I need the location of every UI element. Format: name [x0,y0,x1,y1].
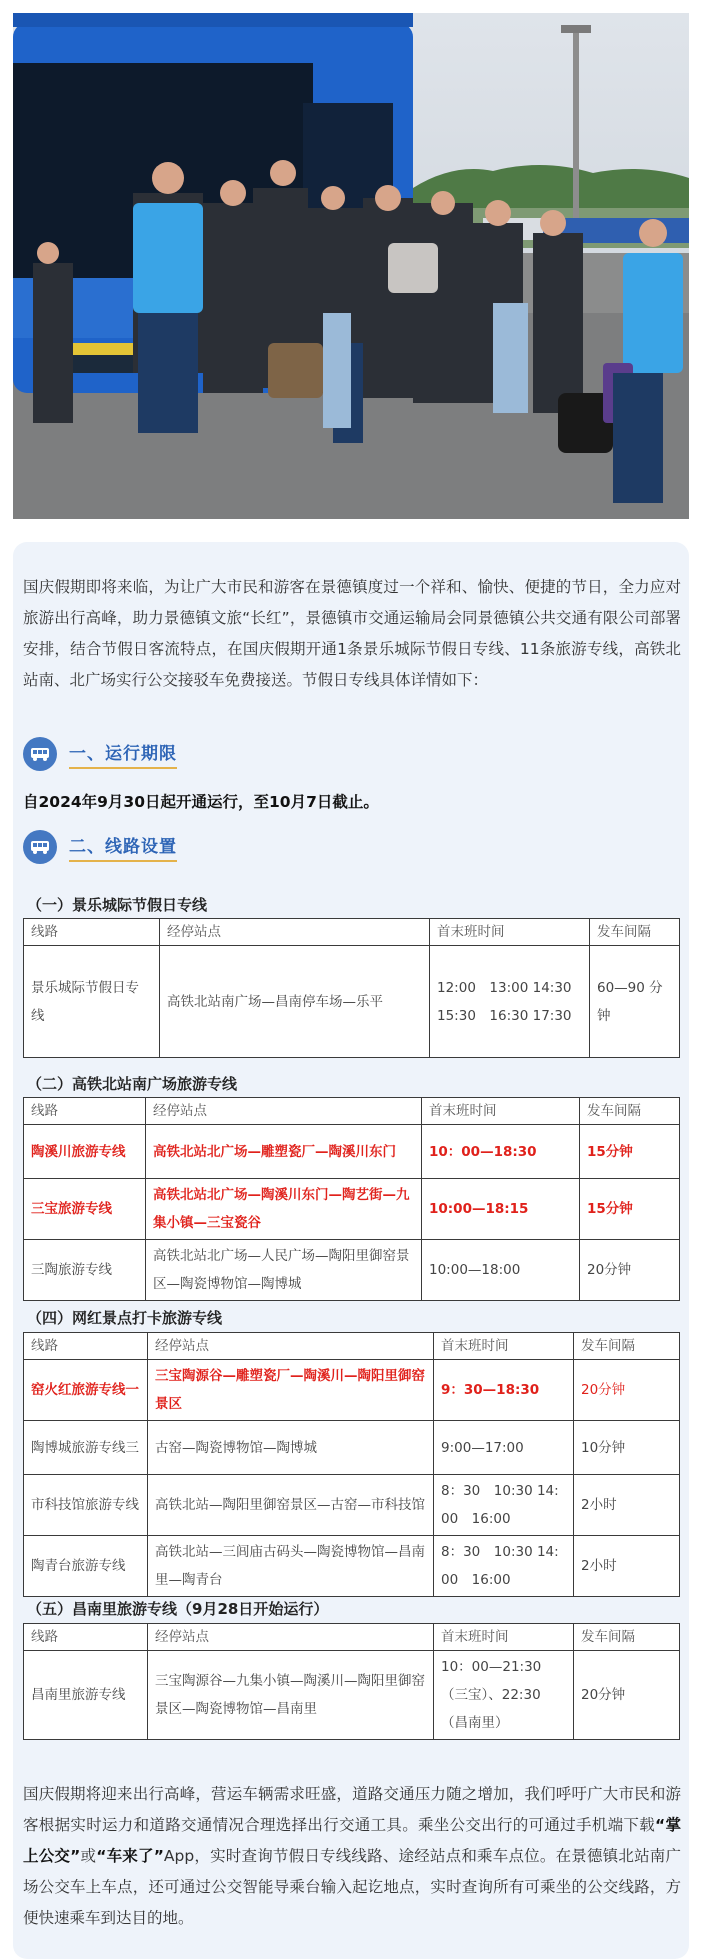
route-time: 9：30—18:30 [434,1360,574,1421]
section2-heading [23,828,177,866]
route-stops: 三宝陶源谷—雕塑瓷厂—陶溪川—陶阳里御窑景区 [148,1360,434,1421]
closing-text-3: App，实时查询节假日专线线路、途经站点和乘车点位。在景德镇北站南广场公交车上车点，还可通过公交智能导乘台输入起讫地点，实时查询所有可乘坐的公交线路，方便快速乘车到达目的地。 [23,1847,681,1927]
route-time: 10:00—18:15 [422,1179,580,1240]
route-time: 8：30 10:30 14:00 16:00 [434,1475,574,1536]
closing-text-2: 或 [80,1847,97,1865]
header-stops: 经停站点 [148,1333,434,1360]
route-interval: 10分钟 [574,1421,680,1475]
table3-title: （四）网红景点打卡旅游专线 [27,1309,223,1327]
header-time: 首末班时间 [430,919,590,946]
header-time: 首末班时间 [422,1098,580,1125]
route-table-1 [23,918,680,1058]
table-row [24,1360,680,1421]
route-name: 景乐城际节假日专线 [24,946,160,1058]
app-name-1: “掌上公交” [23,1816,681,1865]
table-header-row [24,1333,680,1360]
header-time: 首末班时间 [434,1624,574,1651]
table-header-row [24,1624,680,1651]
bus-icon [23,737,57,771]
route-interval: 60—90 分钟 [590,946,680,1058]
route-stops: 三宝陶源谷—九集小镇—陶溪川—陶阳里御窑景区—陶瓷博物馆—昌南里 [148,1651,434,1740]
header-stops: 经停站点 [146,1098,422,1125]
route-stops: 高铁北站—三闾庙古码头—陶瓷博物馆—昌南里—陶青台 [148,1536,434,1597]
intro-paragraph: 国庆假期即将来临，为让广大市民和游客在景德镇度过一个祥和、愉快、便捷的节日，全力应对旅游出行高峰，助力景德镇文旅“长红”，景德镇市交通运输局会同景德镇公共交通有限公司部署安排，结合节假日客流特点，在国庆假期开通1条景乐城际节假日专线、11条旅游专线，高铁北站南、北广场实行公交接驳车免费接送。节假日专线具体详情如下： [23,578,681,689]
table-header-row [24,1098,680,1125]
table-row [24,1651,680,1740]
section2-title: 二、线路设置 [69,832,177,862]
route-name: 窑火红旅游专线一 [24,1360,148,1421]
table-header-row [24,919,680,946]
route-interval: 15分钟 [580,1179,680,1240]
closing-text-1: 国庆假期将迎来出行高峰，营运车辆需求旺盛，道路交通压力随之增加，我们呼吁广大市民和游客根据实时运力和道路交通情况合理选择出行交通工具。乘坐公交出行的可通过手机端下载 [23,1785,681,1834]
route-interval: 2小时 [574,1475,680,1536]
table-row [24,1536,680,1597]
section1-heading [23,735,177,773]
route-table-2 [23,1097,680,1301]
route-stops: 古窑—陶瓷博物馆—陶博城 [148,1421,434,1475]
table4-title: （五）昌南里旅游专线（9月28日开始运行） [27,1600,329,1618]
section1-text: 自2024年9月30日起开通运行，至10月7日截止。 [23,793,379,811]
route-time: 12:00 13:00 14:30 15:30 16:30 17:30 [430,946,590,1058]
route-name: 市科技馆旅游专线 [24,1475,148,1536]
header-interval: 发车间隔 [580,1098,680,1125]
table-row [24,1240,680,1301]
route-time: 10：00—21:30（三宝）、22:30（昌南里） [434,1651,574,1740]
route-interval: 2小时 [574,1536,680,1597]
header-stops: 经停站点 [148,1624,434,1651]
header-route: 线路 [24,919,160,946]
table2-title: （二）高铁北站南广场旅游专线 [27,1075,238,1093]
route-name: 陶青台旅游专线 [24,1536,148,1597]
header-route: 线路 [24,1624,148,1651]
route-time: 10：00—18:30 [422,1125,580,1179]
route-table-4 [23,1623,680,1740]
route-time: 10:00—18:00 [422,1240,580,1301]
route-stops: 高铁北站北广场—雕塑瓷厂—陶溪川东门 [146,1125,422,1179]
route-table-3 [23,1332,680,1597]
route-interval: 20分钟 [574,1651,680,1740]
route-stops: 高铁北站南广场—昌南停车场—乐平 [160,946,430,1058]
route-name: 三宝旅游专线 [24,1179,146,1240]
route-stops: 高铁北站北广场—陶溪川东门—陶艺街—九集小镇—三宝瓷谷 [146,1179,422,1240]
header-interval: 发车间隔 [574,1333,680,1360]
route-name: 三陶旅游专线 [24,1240,146,1301]
route-interval: 20分钟 [574,1360,680,1421]
header-route: 线路 [24,1333,148,1360]
header-stops: 经停站点 [160,919,430,946]
header-route: 线路 [24,1098,146,1125]
section1-title: 一、运行期限 [69,739,177,769]
route-interval: 15分钟 [580,1125,680,1179]
table-row [24,946,680,1058]
table-row [24,1421,680,1475]
table-row [24,1179,680,1240]
route-name: 陶溪川旅游专线 [24,1125,146,1179]
app-name-2: “车来了” [96,1847,164,1865]
route-name: 昌南里旅游专线 [24,1651,148,1740]
route-time: 8：30 10:30 14:00 16:00 [434,1536,574,1597]
route-stops: 高铁北站北广场—人民广场—陶阳里御窑景区—陶瓷博物馆—陶博城 [146,1240,422,1301]
route-time: 9:00—17:00 [434,1421,574,1475]
header-interval: 发车间隔 [590,919,680,946]
header-time: 首末班时间 [434,1333,574,1360]
table1-title: （一）景乐城际节假日专线 [27,896,208,914]
route-name: 陶博城旅游专线三 [24,1421,148,1475]
hero-photo [13,13,689,519]
route-interval: 20分钟 [580,1240,680,1301]
table-row [24,1125,680,1179]
bus-icon [23,830,57,864]
route-stops: 高铁北站—陶阳里御窑景区—古窑—市科技馆 [148,1475,434,1536]
table-row [24,1475,680,1536]
closing-paragraph [23,1779,681,1934]
header-interval: 发车间隔 [574,1624,680,1651]
